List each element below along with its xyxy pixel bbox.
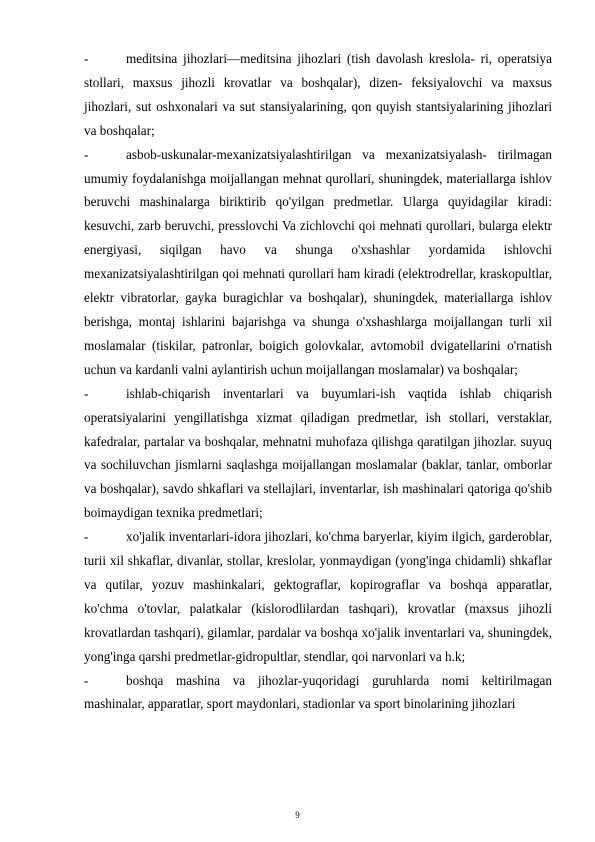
paragraph-text: asbob-uskunalar-mexanizatsiyalashtirilgan va mexanizatsiyalash- tirilmagan umumiy foydalanishga moijallangan mehnat qurollari, shuningdek, materiallarga ishlov beruvchi mashinalarga biriktirib qo'yilgan predmetlar. Ularga quyidagilar kiradi: kesuvchi, zarb beruvchi, presslovchi Va zichlovchi qoi mehnati qurollari, bularga elektr energiyasi, siqilgan havo va shunga o'xshashlar yordamida ishlovchi mexanizatsiyalashtirilgan qoi mehnati qurollari ham kiradi (elektrodrellar, kraskopultlar, elektr vibratorlar, gayka buragichlar va boshqalar), shuningdek, materiallarga ishlov berishga, montaj ishlarini bajarishga va shunga o'xshashlarga moijallangan turli xil moslamalar (tiskilar, patronlar, boigich golovkalar, avtomobil dvigatellarini o'rnatish uchun va kardanli valni aylantirish uchun moijallangan moslamalar) va boshqalar; [84,146,552,377]
list-bullet: - [84,672,89,688]
paragraph-text: xo'jalik inventarlari-idora jihozlari, ko'chma baryerlar, kiyim ilgich, garderoblar, turii xil shkaflar, divanlar, stollar, kreslolar, yonmaydigan (yong'inga chidamli) shkaflar va qutilar, yozuv mashinkalari, gektograflar, kopirograflar va boshqa apparatlar, ko'chma o'tovlar, palatkalar (kislorodlilardan tashqari), krovatlar (maxsus jihozli krovatlardan tashqari), gilamlar, pardalar va boshqa xo'jalik inventarlari va, shuningdek, yong'inga qarshi predmetlar-gidropultlar, stendlar, qoi narvonlari va h.k; [84,529,552,664]
paragraph-text: boshqa mashina va jihozlar-yuqoridagi guruhlarda nomi keltirilmagan mashinalar, apparatlar, sport maydonlari, stadionlar va sport binolarining jihozlari [84,672,552,712]
list-bullet: - [84,529,89,545]
list-item [84,525,552,668]
document-body [84,47,552,716]
paragraph [84,525,552,668]
list-item [84,47,552,143]
paragraph [84,47,552,143]
list-item [84,382,552,525]
paragraph-text: ishlab-chiqarish inventarlari va buyumlari-ish vaqtida ishlab chiqarish operatsiyalarini yengillatishga xizmat qiladigan predmetlar, ish stollari, verstaklar, kafedralar, partalar va boshqalar, mehnatni muhofaza qilishga qaratilgan jihozlar. suyuq va sochiluvchan jismlarni saqlashga moijallangan moslamalar (baklar, tanlar, omborlar va boshqalar), savdo shkaflari va stellajlari, inventarlar, ish mashinalari qatoriga qo'shib boimaydigan texnika predmetlari; [84,385,552,521]
page-number: 9 [295,810,300,820]
paragraph [84,382,552,525]
list-bullet: - [84,146,89,162]
paragraph-text: meditsina jihozlari—meditsina jihozlari (tish davolash kreslola- ri, operatsiya stollari, maxsus jihozli krovatlar va boshqalar), dizen- feksiyalovchi va maxsus jihozlari, sut oshxonalari va sut stansiyalarining, qon quyish stantsiyalarining jihozlari va boshqalar; [84,51,552,138]
list-bullet: - [84,385,89,401]
list-bullet: - [84,51,89,66]
paragraph [84,669,552,717]
paragraph [84,143,552,382]
list-item [84,143,552,382]
list-item [84,669,552,717]
